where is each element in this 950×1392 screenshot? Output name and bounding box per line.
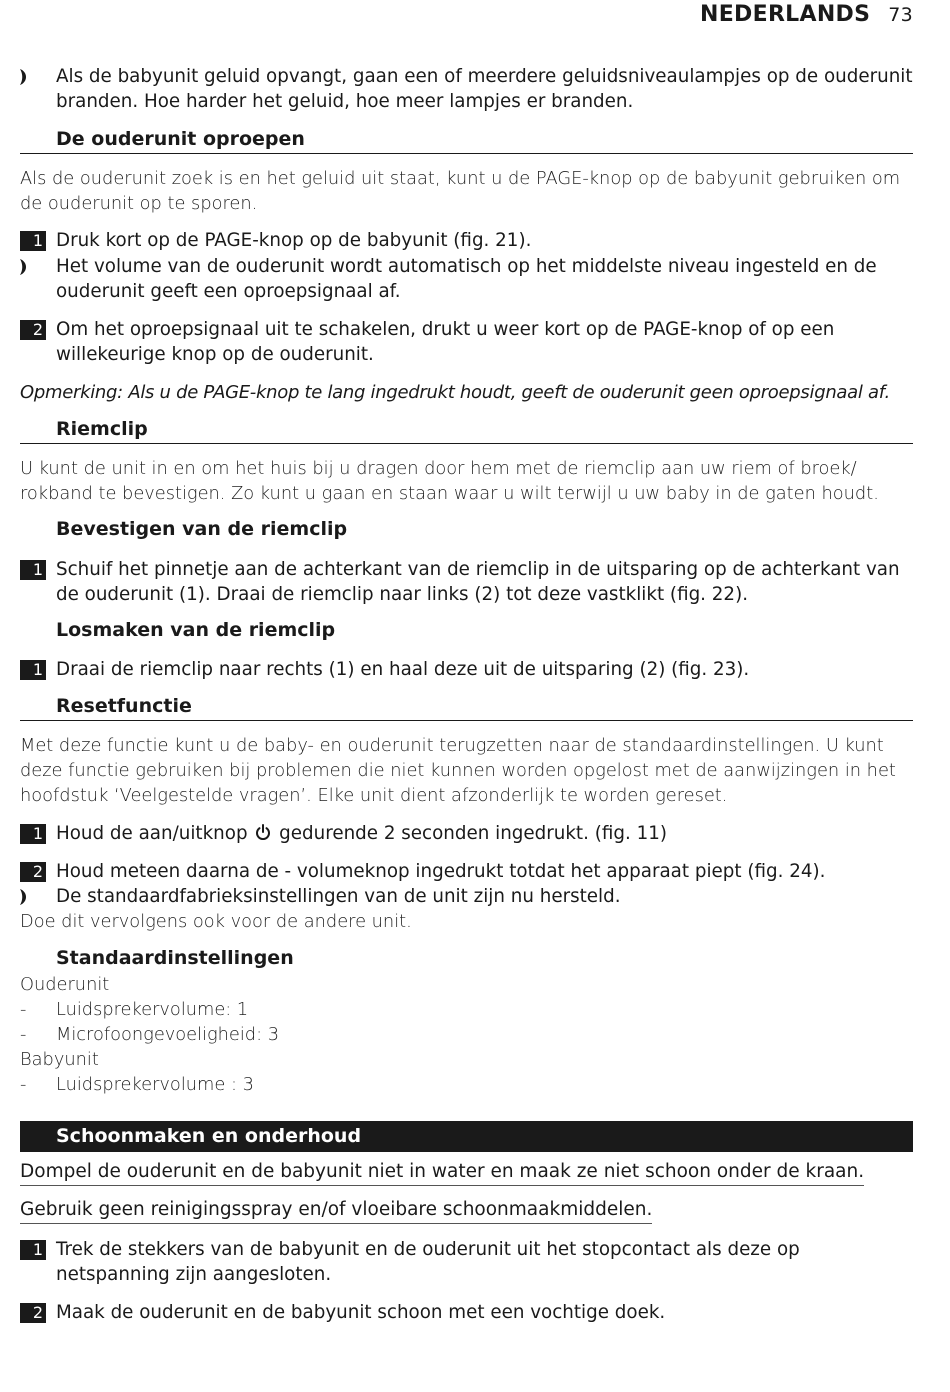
section-banner: Schoonmaken en onderhoud: [20, 1121, 913, 1152]
list-item: [20, 1022, 913, 1047]
section-heading: [20, 695, 913, 721]
bullet-text-line: branden. Hoe harder het geluid, hoe meer lampjes er branden.: [56, 91, 634, 112]
warning-text: Dompel de ouderunit en de babyunit niet in water en maak ze niet schoon onder de kraan.: [20, 1161, 864, 1186]
step-text-line: Om het oproepsignaal uit te schakelen, drukt u weer kort op de PAGE-knop of op een: [56, 319, 835, 340]
step-text: Druk kort op de PAGE-knop op de babyunit (fig. 21).: [56, 230, 532, 251]
bullet-icon: [20, 69, 32, 85]
step-item: [20, 657, 913, 682]
bullet-text-line: Als de babyunit geluid opvangt, gaan een of meerdere geluidsniveaulampjes op de ouderunit: [56, 66, 913, 87]
step-text-part: gedurende 2 seconden ingedrukt. (fig. 11): [279, 823, 667, 844]
step-text: Draai de riemclip naar rechts (1) en haal deze uit de uitsparing (2) (fig. 23).: [56, 659, 750, 680]
paragraph: [20, 909, 913, 934]
bullet-text-line: ouderunit geeft een oproepsignaal af.: [56, 281, 401, 302]
sub-heading: [20, 619, 913, 644]
heading-riemclip: Riemclip: [20, 418, 913, 444]
intro-bullet: [20, 64, 913, 114]
note: [20, 380, 913, 405]
list-label: Babyunit: [20, 1049, 99, 1070]
step-item: [20, 1237, 913, 1287]
step-number: 1: [20, 660, 46, 680]
bullet-icon: [20, 259, 32, 275]
step-text-line: netspanning zijn aangesloten.: [56, 1264, 332, 1285]
step-text: [20, 821, 913, 846]
bullet-text-line: Het volume van de ouderunit wordt automatisch op het middelste niveau ingesteld en de: [56, 256, 877, 277]
step-item: [20, 1300, 913, 1325]
list-item-text: Luidsprekervolume : 3: [56, 1074, 254, 1095]
paragraph-line: Als de ouderunit zoek is en het geluid uit staat, kunt u de PAGE-knop op de babyunit gebruiken om: [20, 168, 901, 189]
paragraph-line: de ouderunit op te sporen.: [20, 193, 258, 214]
dash: -: [20, 999, 27, 1020]
result-bullet: [20, 254, 913, 304]
sub-heading: [20, 518, 913, 543]
bullet-text: De standaardfabrieksinstellingen van de unit zijn nu hersteld.: [56, 886, 621, 907]
dash: -: [20, 1074, 27, 1095]
paragraph-line: Doe dit vervolgens ook voor de andere unit.: [20, 911, 412, 932]
step-text-line: Schuif het pinnetje aan de achterkant van de riemclip in de uitsparing op de achterkant van: [56, 559, 900, 580]
step-item: [20, 859, 913, 884]
bullet-icon: [20, 889, 32, 905]
heading-page-parent: De ouderunit oproepen: [20, 128, 913, 154]
heading-reset: Resetfunctie: [20, 695, 913, 721]
step-text-line: willekeurige knop op de ouderunit.: [56, 344, 374, 365]
step-item: [20, 317, 913, 367]
warning: [20, 1161, 913, 1186]
heading-detach-clip: Losmaken van de riemclip: [56, 619, 336, 641]
step-text-line: Trek de stekkers van de babyunit en de ouderunit uit het stopcontact als deze op: [56, 1239, 800, 1260]
step-text: Maak de ouderunit en de babyunit schoon met een vochtige doek.: [56, 1302, 666, 1323]
step-item: [20, 821, 913, 846]
step-number: 2: [20, 320, 46, 340]
list-item-text: Luidsprekervolume: 1: [56, 999, 249, 1020]
defaults-list: [20, 972, 913, 1097]
list-item-text: Microfoongevoeligheid: 3: [56, 1024, 280, 1045]
paragraph: [20, 456, 913, 506]
language-title: NEDERLANDS: [700, 2, 871, 27]
paragraph: [20, 733, 913, 808]
step-text: Houd meteen daarna de - volumeknop ingedrukt totdat het apparaat piept (fig. 24).: [56, 861, 826, 882]
list-item: [20, 997, 913, 1022]
paragraph-line: Met deze functie kunt u de baby- en ouderunit terugzetten naar de standaardinstellingen. U kunt: [20, 735, 884, 756]
step-number: 1: [20, 231, 46, 251]
step-number: 2: [20, 1303, 46, 1323]
note-text: Opmerking: Als u de PAGE-knop te lang ingedrukt houdt, geeft de ouderunit geen oproepsignaal af.: [20, 382, 890, 403]
step-text-part: Houd de aan/uitknop: [56, 823, 248, 844]
paragraph: [20, 166, 913, 216]
step-number: 1: [20, 1240, 46, 1260]
step-number: 1: [20, 824, 46, 844]
paragraph-line: U kunt de unit in en om het huis bij u dragen door hem met de riemclip aan uw riem of broek/: [20, 458, 857, 479]
page-header: [700, 2, 913, 27]
step-text-line: de ouderunit (1). Draai de riemclip naar links (2) tot deze vastklikt (fig. 22).: [56, 584, 749, 605]
warning-text: Gebruik geen reinigingsspray en/of vloeibare schoonmaakmiddelen.: [20, 1199, 652, 1224]
heading-defaults: Standaardinstellingen: [56, 947, 294, 969]
sub-heading: [20, 947, 913, 972]
list-item: [20, 1072, 913, 1097]
warning: [20, 1199, 913, 1224]
step-item: [20, 557, 913, 607]
step-number: 1: [20, 560, 46, 580]
step-item: [20, 228, 913, 253]
step-number: 2: [20, 862, 46, 882]
paragraph-line: hoofdstuk ‘Veelgestelde vragen’. Elke unit dient afzonderlijk te worden gereset.: [20, 785, 728, 806]
paragraph-line: deze functie gebruiken bij problemen die niet kunnen worden opgelost met de aanwijzingen in het: [20, 760, 896, 781]
dash: -: [20, 1024, 27, 1045]
result-bullet: [20, 884, 913, 909]
power-icon: [255, 822, 271, 838]
heading-attach-clip: Bevestigen van de riemclip: [56, 518, 348, 540]
section-heading: [20, 418, 913, 444]
paragraph-line: rokband te bevestigen. Zo kunt u gaan en staan waar u wilt terwijl u uw baby in de gaten houdt.: [20, 483, 879, 504]
page-number: 73: [888, 4, 913, 26]
list-label: Ouderunit: [20, 974, 110, 995]
section-heading: [20, 128, 913, 154]
